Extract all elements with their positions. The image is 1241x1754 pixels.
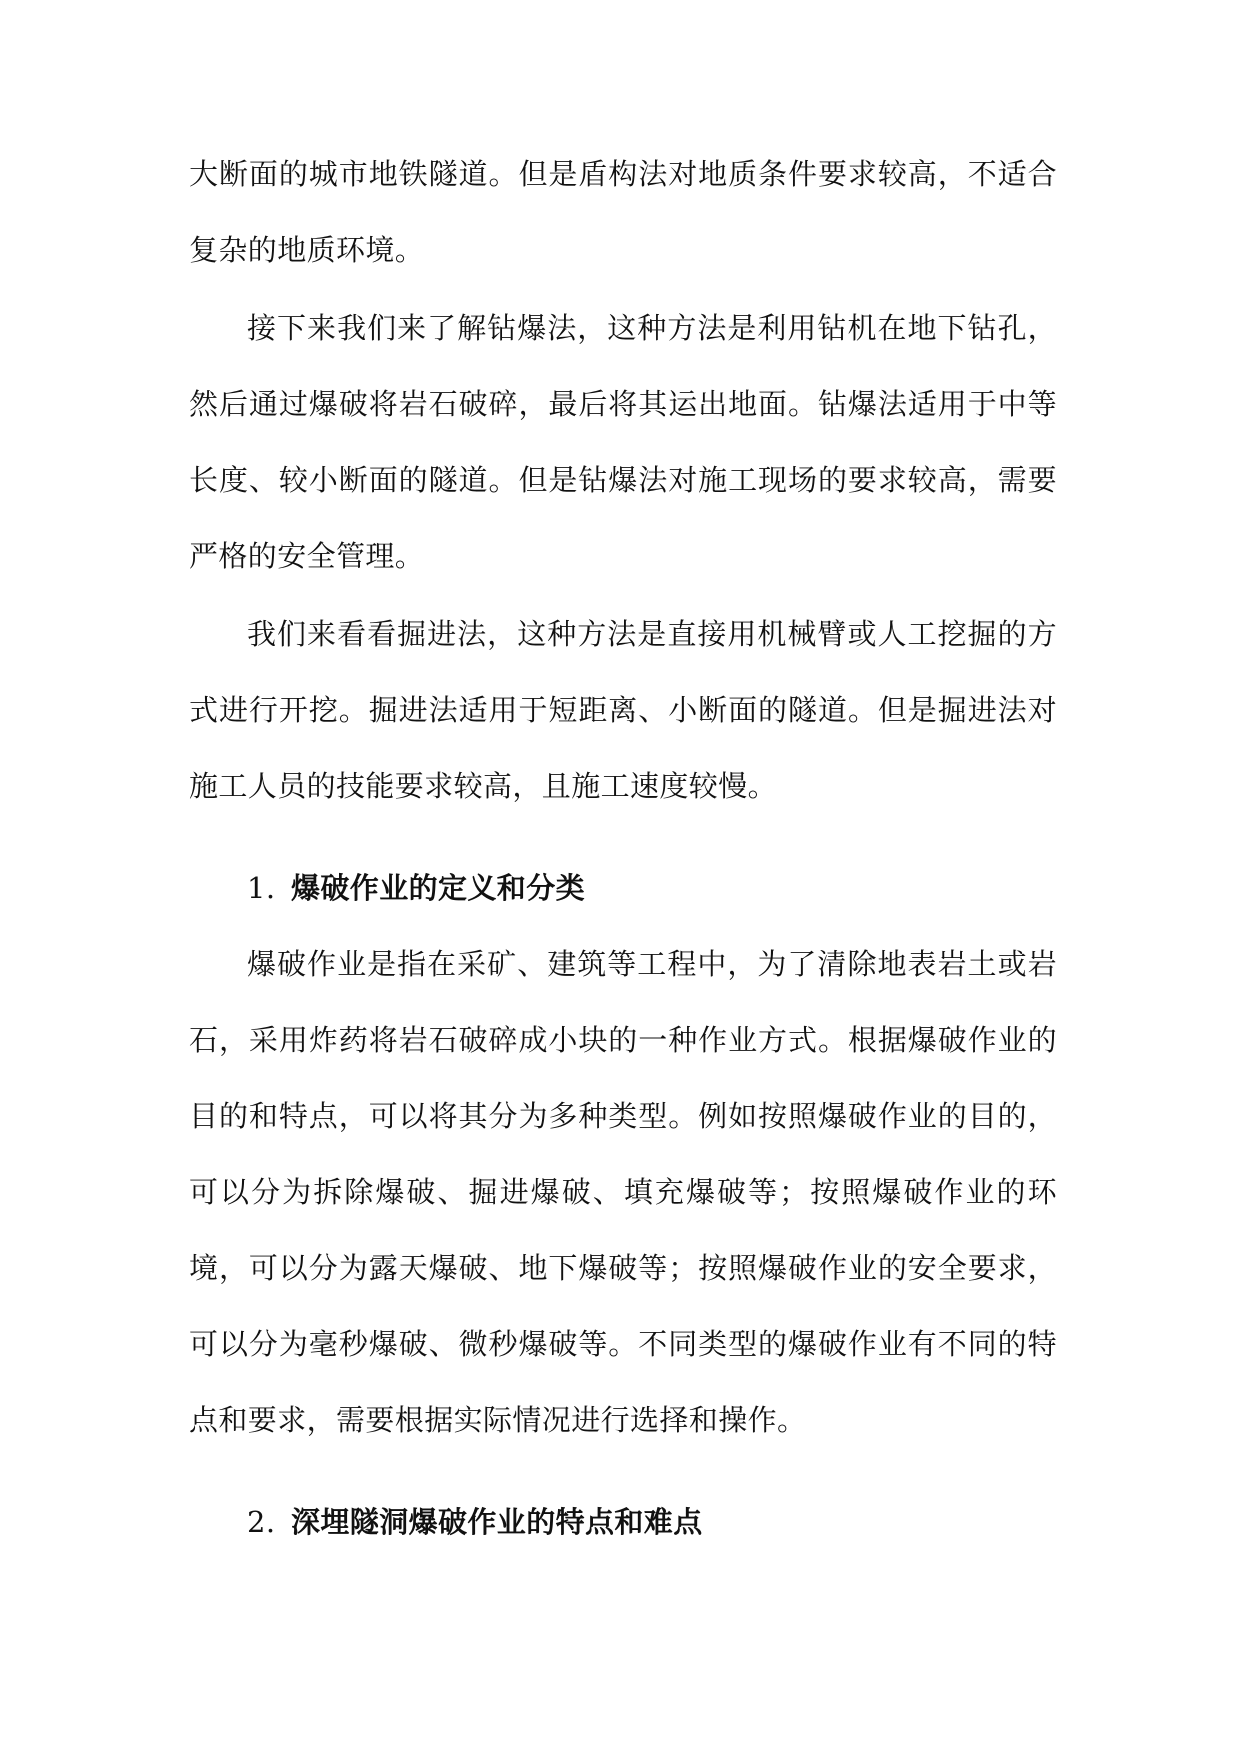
section-heading-1: [189, 850, 1057, 926]
paragraph-excavation-method: 我们来看看掘进法，这种方法是直接用机械臂或人工挖掘的方式进行开挖。掘进法适用于短距离、小断面的隧道。但是掘进法对施工人员的技能要求较高，且施工速度较慢。: [189, 617, 1057, 803]
paragraph-drill-blast-method: 接下来我们来了解钻爆法，这种方法是利用钻机在地下钻孔，然后通过爆破将岩石破碎，最后将其运出地面。钻爆法适用于中等长度、较小断面的隧道。但是钻爆法对施工现场的要求较高，需要严格的安全管理。: [189, 311, 1057, 573]
section-number: 2.: [247, 1505, 276, 1539]
document-page: [189, 136, 1057, 1560]
section-title: 爆破作业的定义和分类: [291, 871, 586, 905]
section-heading-2: [189, 1484, 1057, 1560]
paragraph-shield-method-continued: 大断面的城市地铁隧道。但是盾构法对地质条件要求较高，不适合复杂的地质环境。: [189, 157, 1057, 267]
section-title: 深埋隧洞爆破作业的特点和难点: [291, 1505, 703, 1539]
paragraph-blasting-definition: 爆破作业是指在采矿、建筑等工程中，为了清除地表岩土或岩石，采用炸药将岩石破碎成小块的一种作业方式。根据爆破作业的目的和特点，可以将其分为多种类型。例如按照爆破作业的目的，可以分为拆除爆破、掘进爆破、填充爆破等；按照爆破作业的环境，可以分为露天爆破、地下爆破等；按照爆破作业的安全要求，可以分为毫秒爆破、微秒爆破等。不同类型的爆破作业有不同的特点和要求，需要根据实际情况进行选择和操作。: [189, 947, 1057, 1437]
section-number: 1.: [247, 871, 276, 905]
